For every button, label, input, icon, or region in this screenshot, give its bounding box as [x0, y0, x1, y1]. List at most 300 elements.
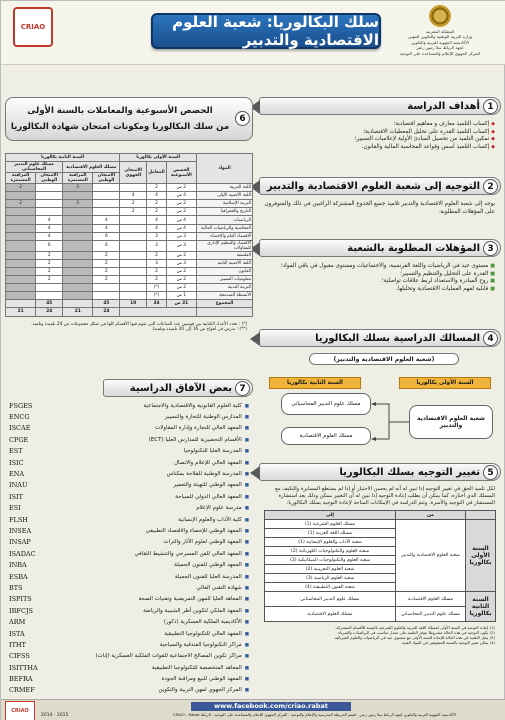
- table-row: [6, 184, 253, 192]
- institution-abbr: IRFCJS: [9, 606, 34, 615]
- section-title-line: الحصص الأسبوعية والمعاملات بالسنة الأولى: [27, 106, 213, 116]
- table-cell: 2 س: [166, 284, 196, 292]
- table-row: [6, 216, 253, 224]
- institution-name: ■ الأقسام التحضيرية للمدارس العليا (ECT): [67, 437, 249, 443]
- table-cell: [63, 251, 93, 259]
- table-cell: مسلك علوم التدبير المحاسباتي: [265, 592, 396, 607]
- section-number: 1: [483, 99, 498, 114]
- table-cell: [63, 259, 93, 267]
- ministry-line: المركز الجهوي للإعلام والمساعدة على التوجيه: [399, 50, 481, 56]
- total-cell: 45: [36, 300, 63, 308]
- total-cell: 24: [93, 308, 120, 316]
- table-cell: [36, 284, 63, 292]
- section-header: [259, 329, 501, 347]
- table-cell: 4: [147, 192, 167, 200]
- table-header-cell: إلى: [265, 511, 396, 520]
- table-row: [6, 192, 253, 200]
- table-header-cell: الحصص الأسبوعية: [166, 162, 196, 184]
- total-cell: 10: [120, 300, 147, 308]
- section-number: 5: [483, 465, 498, 480]
- total-cell: 21: [6, 308, 36, 316]
- list-item: [9, 537, 249, 548]
- total-cell: 24: [36, 308, 63, 316]
- institution-abbr: BTS: [9, 583, 23, 592]
- footer-logo: CRIAO: [5, 701, 35, 720]
- table-cell: 2 س: [166, 208, 196, 216]
- table-cell: 2 س: [166, 184, 196, 192]
- table-cell: 2: [93, 267, 120, 275]
- table-cell: [63, 192, 93, 200]
- table-header-cell: المراقبة المستمرة: [63, 173, 93, 184]
- table-header-cell: الامتحان الوطني: [93, 173, 120, 184]
- table-row: [6, 259, 253, 267]
- list-item: [9, 480, 249, 491]
- table-row: [6, 200, 253, 208]
- list-item: [9, 491, 249, 502]
- subject-cell: التربية الإسلامية: [197, 200, 253, 208]
- table-cell: 2: [147, 208, 167, 216]
- table-cell: مسلك اللغة العربية (1): [265, 529, 396, 538]
- table-cell: [36, 208, 63, 216]
- note: (*) : تحدد الأعداد الكتابية بين قوسين عدد الساعات التي تقوم فيها الأقسام كلها في شكل مجموعات من 24 تلميذة وتلميذ.: [31, 321, 247, 327]
- table-cell: [120, 284, 147, 292]
- table-cell: [63, 276, 93, 284]
- institution-name: ■ المدارس الوطنية للتجارة والتسيير: [67, 414, 249, 420]
- table-cell: [93, 192, 120, 200]
- royal-emblem-icon: [429, 5, 451, 27]
- list-item: [9, 434, 249, 445]
- section-header: [259, 463, 501, 481]
- note: (1) إعادة التوجيه في السنة الأولى لمسلك اللغة العربية والعلوم الشرعية بالنسبة للأقسام المشتركة.: [335, 625, 495, 631]
- table-cell: [6, 240, 36, 251]
- section-title: أهداف الدراسة: [407, 100, 480, 112]
- header: [1, 1, 505, 65]
- table-cell: شعبة العلوم والتكنولوجيات الكهربائية (2): [265, 547, 396, 556]
- table-cell: 2: [147, 184, 167, 192]
- table-row: [6, 251, 253, 259]
- institution-name: ■ المعهد الوطني للإحصاء والاقتصاد التطبيقي: [67, 528, 249, 534]
- table-cell: [6, 192, 36, 200]
- section-number: 6: [235, 111, 250, 126]
- table-cell: مسلك العلوم الاقتصادية: [396, 592, 466, 607]
- ministry-block: [380, 5, 500, 56]
- section-header: [103, 379, 253, 397]
- institution-abbr: EST: [9, 447, 23, 456]
- table-header-cell: الامتحان الوطني: [36, 173, 63, 184]
- table-cell: شعبة العلوم والتكنولوجيات الميكانيكية (2): [265, 556, 396, 565]
- tracks-subtitle: (شعبة العلوم الاقتصادية والتدبير): [309, 353, 459, 365]
- table-cell: 4 س: [166, 192, 196, 200]
- facebook-link[interactable]: www.facebook.com/criao.rabat: [191, 702, 351, 711]
- page-title: سلك البكالوريا: شعبة العلوم الاقتصادية والتدبير: [151, 13, 381, 49]
- table-cell: [93, 200, 120, 208]
- row-label: السنة الأولى بكالوريا: [466, 520, 496, 592]
- year1-tag: السنة الأولى بكالوريا: [399, 377, 491, 389]
- institution-name: ■ المعاهد المتخصصة للتكنولوجيا التطبيقية: [67, 665, 249, 671]
- section-number: 4: [483, 331, 498, 346]
- table-cell: [63, 292, 93, 300]
- reorientation-notes: [259, 623, 501, 647]
- table-cell: شعبة الفنون التطبيقية (4): [265, 583, 396, 592]
- institution-abbr: ARM: [9, 618, 26, 627]
- table-cell: [120, 276, 147, 284]
- table-cell: 2: [63, 200, 93, 208]
- list-item: [9, 673, 249, 684]
- table-cell: 2: [6, 200, 36, 208]
- table-header-cell: الامتحان الجهوي: [120, 162, 147, 184]
- section-title: التوجيه إلى شعبة العلوم الاقتصادية والتدبير: [266, 180, 480, 192]
- table-cell: [93, 284, 120, 292]
- table-cell: 3: [147, 232, 167, 240]
- subject-cell: الرياضيات: [197, 216, 253, 224]
- schedule-notes: [5, 320, 253, 335]
- institution-name: ■ المعهد الوطني للتهيئة والتعمير: [67, 482, 249, 488]
- ministry-line: الأكاديمية الجهوية للتربية والتكوين: [411, 39, 469, 45]
- subject-cell: الفلسفة: [197, 251, 253, 259]
- ministry-line: وزارة التربية الوطنية والتكوين المهني: [407, 34, 473, 40]
- section-header: [259, 177, 501, 195]
- table-cell: مسلك علوم التدبير المحاسباتي: [396, 607, 466, 622]
- subject-cell: اللغة العربية: [197, 184, 253, 192]
- institution-abbr: CRMEF: [9, 686, 35, 695]
- schedule-table: [5, 153, 253, 317]
- section-title-line: من سلك البكالوريا ومكونات امتحان شهادة البكالوريا: [10, 122, 230, 132]
- table-cell: 2 س: [166, 251, 196, 259]
- list-item: [9, 594, 249, 605]
- institution-abbr: ESI: [9, 504, 21, 513]
- table-cell: [6, 224, 36, 232]
- table-cell: [6, 276, 36, 284]
- section-body: [259, 119, 501, 153]
- table-cell: [120, 240, 147, 251]
- table-cell: [120, 251, 147, 259]
- footer-year: 2014 - 2015: [41, 713, 69, 718]
- note: (2) يكون التوجيه في هذه الحالة مشروطا بتوفر التلميذ على معدل مناسب في الرياضيات والفيزياء.: [337, 630, 495, 636]
- institution-name: ■ كلية العلوم القانونية والاقتصادية والاجتماعية: [67, 403, 249, 409]
- list-item: [9, 525, 249, 536]
- table-header-cell: من: [396, 511, 466, 520]
- institution-abbr: ISCAE: [9, 424, 31, 433]
- institution-abbr: BEFRA: [9, 675, 33, 684]
- institution-abbr: ENA: [9, 470, 25, 479]
- table-cell: 2: [36, 251, 63, 259]
- institution-name: ■ المعهد الوطني لعلوم الآثار والتراث: [67, 539, 249, 545]
- list-item: [9, 503, 249, 514]
- institution-name: ■ مراكز التكنولوجيا الفندقية والسياحية: [67, 642, 249, 648]
- table-row: [6, 267, 253, 275]
- list-item: [9, 411, 249, 422]
- section-prospects: [5, 379, 253, 697]
- table-cell: [63, 284, 93, 292]
- table-cell: [120, 267, 147, 275]
- table-cell: [93, 184, 120, 192]
- subject-cell: القانون: [197, 267, 253, 275]
- section-title: بعض الآفاق الدراسية: [129, 382, 232, 394]
- table-cell: 4: [120, 192, 147, 200]
- list-item: [9, 685, 249, 696]
- list-item: [9, 423, 249, 434]
- schedule-body: [6, 184, 253, 300]
- footer-credits: الأكاديمية الجهوية للتربية والتكوين لجهة الرباط سلا زمور زعير - قسم الخريطة المدرسية والإعلام والتوجيه - المركز الجهوي للإعلام والمساعدة على التوجيه - الرباط CRIAO - Rabat: [172, 712, 456, 717]
- institution-abbr: ISADAC: [9, 549, 36, 558]
- table-cell: مسلك العلوم الشرعية (1): [265, 520, 396, 529]
- table-row: [6, 224, 253, 232]
- institution-abbr: INSEA: [9, 526, 32, 535]
- institution-name: ■ المعهد العالي للتجارة وإدارة المقاولات: [67, 425, 249, 431]
- table-header-cell: مسلك العلوم الاقتصادية: [63, 162, 120, 173]
- track-economics-box: مسلك العلوم الاقتصادية: [281, 427, 371, 445]
- note: (3) يقبل التلميذ في هذه الحالة للإعادة للسنة الأولى مع مستوى جيد في الرياضيات والعلوم الفيزيائية.: [333, 635, 495, 641]
- institution-name: ■ المركز الجهوي لمهن التربية والتكوين: [67, 687, 249, 693]
- table-cell: 4: [147, 216, 167, 224]
- list-item: [9, 616, 249, 627]
- institution-abbr: ISPITS: [9, 595, 32, 604]
- section-number: 7: [235, 381, 250, 396]
- criao-logo: [7, 7, 59, 59]
- table-cell: [6, 208, 36, 216]
- institution-name: ■ المعهد العالي للتكنولوجيا التطبيقية: [67, 631, 249, 637]
- institution-abbr: ISITTHA: [9, 663, 38, 672]
- table-cell: [6, 232, 36, 240]
- list-item: [9, 468, 249, 479]
- subject-cell: اللغة الأجنبية الأولى: [197, 192, 253, 200]
- table-cell: 4 س: [166, 216, 196, 224]
- total-cell: 34: [147, 300, 167, 308]
- list-item: ■ قابلية لفهم العمليات الاقتصادية وتحليلها.: [263, 286, 495, 294]
- total-cell: 31 س: [166, 300, 196, 308]
- list-item: [9, 571, 249, 582]
- section-reorientation: [259, 463, 501, 699]
- section-title: تغيير التوجيه بسلك البكالوريا: [339, 466, 480, 478]
- criao-logo-icon: CRIAO: [13, 7, 53, 47]
- table-row: [6, 276, 253, 284]
- institution-abbr: CPGE: [9, 435, 29, 444]
- table-cell: [120, 184, 147, 192]
- total-cell: 45: [93, 300, 120, 308]
- list-item: [9, 651, 249, 662]
- subject-cell: الاقتصاد العام والإحصاء: [197, 232, 253, 240]
- table-cell: 4: [93, 224, 120, 232]
- institution-abbr: ITHT: [9, 640, 26, 649]
- table-cell: مسلك العلوم الاقتصادية: [265, 607, 396, 622]
- table-header-cell: المعامل: [147, 162, 167, 184]
- table-cell: 1 س: [166, 292, 196, 300]
- list-item: [9, 639, 249, 650]
- table-cell: 2: [147, 267, 167, 275]
- institution-name: ■ المعاهد العليا للمهن التمريضية وتقنيات الصحة: [67, 596, 249, 602]
- table-cell: [63, 240, 93, 251]
- institution-name: ■ الأكاديمية الملكية العسكرية (ذكور): [67, 619, 249, 625]
- table-header-cell: المراقبة المستمرة: [6, 173, 36, 184]
- total-label: المجموع: [197, 300, 253, 308]
- institution-name: ■ المعهد الوطني للبيع ومراقبة الجودة: [67, 676, 249, 682]
- table-cell: 6: [93, 240, 120, 251]
- table-cell: 3 س: [166, 232, 196, 240]
- institution-name: ■ المدرسة العليا للفنون الجميلة: [67, 574, 249, 580]
- table-row: [6, 240, 253, 251]
- table-cell: [63, 208, 93, 216]
- total-cell: [120, 308, 197, 316]
- institution-abbr: ENCG: [9, 413, 30, 422]
- table-cell: شعبة العلوم الرياضية (3): [265, 574, 396, 583]
- list-item: ◆ إكساب التلميذ معارف و مفاهيم اقتصادية؛: [263, 121, 495, 129]
- list-item: [9, 582, 249, 593]
- table-cell: [120, 259, 147, 267]
- section-body: لكل تلميذ الحق في تغيير التوجيه إذا تبين له أنه لم يحسن الاختيار أو إذا لم يستطع المسايرة والتكيف مع المسلك الذي اختاره، كما يمكن أن يطلب إعادة التوجيه إذا تبين له أن التغيير ممكن وذلك بعد استشارة المستشار في التوجيه والأسرة. وتتم الدراسة في الإمكانات المتاحة لإعادة التوجيه بسلك البكالوريا:: [275, 486, 495, 506]
- list-item: [9, 559, 249, 570]
- row-label: السنة الثانية بكالوريا: [466, 592, 496, 622]
- section-body: [259, 261, 501, 295]
- institution-name: ■ المعهد الوطني للفنون الجميلة: [67, 562, 249, 568]
- note: (**) : تدرس في أفواج من 16 إلى 20 تلميذة وتلميذا.: [151, 327, 247, 333]
- table-cell: [36, 184, 63, 192]
- table-cell: 2: [36, 259, 63, 267]
- institution-name: ■ المدرسة الوطنية للفلاحة بمكناس: [67, 471, 249, 477]
- table-cell: 4: [93, 216, 120, 224]
- institution-name: ■ المعهد الملكي لتكوين أطر الشبيبة والرياضة: [67, 608, 249, 614]
- table-cell: [6, 251, 36, 259]
- table-cell: 2: [120, 200, 147, 208]
- institution-name: ■ المعهد العالي الدولي للسياحة: [67, 494, 249, 500]
- subject-cell: التربية البدنية: [197, 284, 253, 292]
- table-header-cell: السنة الثانية بكالوريا: [6, 154, 120, 162]
- table-header-cell: مسلك علوم التدبير المحاسباتي: [6, 162, 63, 173]
- table-cell: [36, 200, 63, 208]
- table-cell: 4: [147, 224, 167, 232]
- table-cell: 6: [93, 232, 120, 240]
- table-cell: 4 س: [166, 224, 196, 232]
- table-cell: [6, 292, 36, 300]
- institution-abbr: INBA: [9, 561, 27, 570]
- subject-cell: المحاسبة والرياضيات المالية: [197, 224, 253, 232]
- total-cell: 21: [63, 308, 93, 316]
- table-cell: 3 س: [166, 259, 196, 267]
- list-item: [9, 457, 249, 468]
- table-header-cell: السنة الأولى بكالوريا: [120, 154, 197, 162]
- institution-abbr: INSAP: [9, 538, 31, 547]
- table-cell: [63, 216, 93, 224]
- section-qualifications: [259, 239, 501, 295]
- list-item: ■ روح المبادرة والاستعداد لربط علاقات تواصلية؛: [263, 278, 495, 286]
- table-cell: [6, 284, 36, 292]
- section-header: [5, 97, 253, 141]
- table-cell: [120, 216, 147, 224]
- table-cell: 2: [6, 184, 36, 192]
- ministry-line: المملكة المغربية: [425, 29, 455, 34]
- year2-tag: السنة الثانية بكالوريا: [269, 377, 361, 389]
- list-item: ◆ تمكين التلميذ من تحصيل المبادئ الأولية لإعلاميات التسيير؛: [263, 136, 495, 144]
- table-cell: [6, 216, 36, 224]
- institution-abbr: INAU: [9, 481, 28, 490]
- list-item: [9, 605, 249, 616]
- table-cell: [36, 192, 63, 200]
- section-body: يوجه إلى شعبة العلوم الاقتصادية والتدبير تلاميذ جميع الجذوع المشتركة الراغبين في ذلك والمتوفرون على المؤهلات المطلوبة.: [264, 201, 495, 215]
- table-cell: 3 س: [166, 240, 196, 251]
- table-cell: 3: [147, 240, 167, 251]
- subject-cell: الاقتصاد والتنظيم الإداري للمقاولات: [197, 240, 253, 251]
- branch-box: شعبة العلوم الاقتصادية والتدبير: [409, 405, 493, 439]
- branch-connector-icon: [371, 399, 411, 445]
- institutions-list: [5, 400, 253, 696]
- table-cell: [93, 292, 120, 300]
- list-item: ◆ إكساب التلميذ أسس وقواعد المحاسبة المالية والقانون.: [263, 144, 495, 152]
- list-item: ◆ إكساب التلميذ القدرة على تحليل المعطيات الاقتصادية؛: [263, 129, 495, 137]
- ministry-line: لجهة الرباط سلا زمور زعير: [416, 45, 464, 51]
- table-cell: 2: [147, 200, 167, 208]
- institution-name: ■ مراكز تكوين المصالح الاجتماعية للقوات الملكية العسكرية (إناث): [67, 653, 249, 659]
- section-number: 2: [483, 179, 498, 194]
- table-cell: 3: [147, 259, 167, 267]
- track-accounting-box: مسلك علوم التدبير المحاسباتي: [281, 393, 371, 415]
- table-cell: 6: [36, 240, 63, 251]
- institution-name: ■ شهادة التقني العالي: [67, 585, 249, 591]
- institution-abbr: ESBA: [9, 572, 28, 581]
- table-cell: (*): [147, 292, 167, 300]
- institution-name: ■ المعهد العالي للفن المسرحي والتنشيط الثقافي: [67, 551, 249, 557]
- section-title: المسالك الدراسية بسلك البكالوريا: [315, 332, 480, 344]
- table-cell: 2 س: [166, 200, 196, 208]
- institution-name: ■ مدرسة علوم الإعلام: [67, 505, 249, 511]
- table-cell: 2: [147, 276, 167, 284]
- section-header: [259, 97, 501, 115]
- table-cell: [36, 292, 63, 300]
- list-item: [9, 514, 249, 525]
- table-cell: [63, 232, 93, 240]
- table-cell: [93, 208, 120, 216]
- table-cell: [120, 292, 147, 300]
- table-header-cell: [466, 511, 496, 520]
- reorientation-table: [264, 510, 496, 622]
- subject-cell: التاريخ والجغرافيا: [197, 208, 253, 216]
- table-cell: شعبة الآداب والعلوم الإنسانية (1): [265, 538, 396, 547]
- list-item: ■ القدرة على التحليل والتنظيم والتسيير؛: [263, 271, 495, 279]
- institution-abbr: FSGES: [9, 401, 33, 410]
- table-cell: (*): [147, 284, 167, 292]
- section-schedule: [5, 97, 253, 377]
- subject-cell: الأنشطة المندمجة: [197, 292, 253, 300]
- table-cell: 2: [93, 259, 120, 267]
- table-cell: 2: [93, 251, 120, 259]
- footer: [1, 699, 505, 720]
- institution-name: ■ المدرسة العليا للتكنولوجيا: [67, 448, 249, 454]
- table-cell: 4: [36, 232, 63, 240]
- section-number: 3: [483, 241, 498, 256]
- list-item: [9, 446, 249, 457]
- section-tracks: [259, 329, 501, 457]
- list-item: [9, 662, 249, 673]
- table-cell: 4: [36, 224, 63, 232]
- institution-abbr: ISIC: [9, 458, 24, 467]
- table-cell: [120, 232, 147, 240]
- table-row: [6, 284, 253, 292]
- table-cell: [6, 267, 36, 275]
- institution-abbr: CIFSS: [9, 652, 30, 661]
- table-cell: 2: [63, 184, 93, 192]
- list-item: [9, 400, 249, 411]
- institution-abbr: FLSH: [9, 515, 28, 524]
- institution-abbr: ISTA: [9, 629, 25, 638]
- table-cell: [6, 259, 36, 267]
- table-cell: 2 س: [166, 267, 196, 275]
- table-row: [6, 208, 253, 216]
- table-cell: 2: [93, 276, 120, 284]
- section-orientation: [259, 177, 501, 218]
- table-cell: 2: [36, 267, 63, 275]
- subject-cell: معلوميات التسيير: [197, 276, 253, 284]
- total-cell: [6, 300, 36, 308]
- total-cell: [63, 300, 93, 308]
- table-header-cell: المواد: [197, 154, 253, 184]
